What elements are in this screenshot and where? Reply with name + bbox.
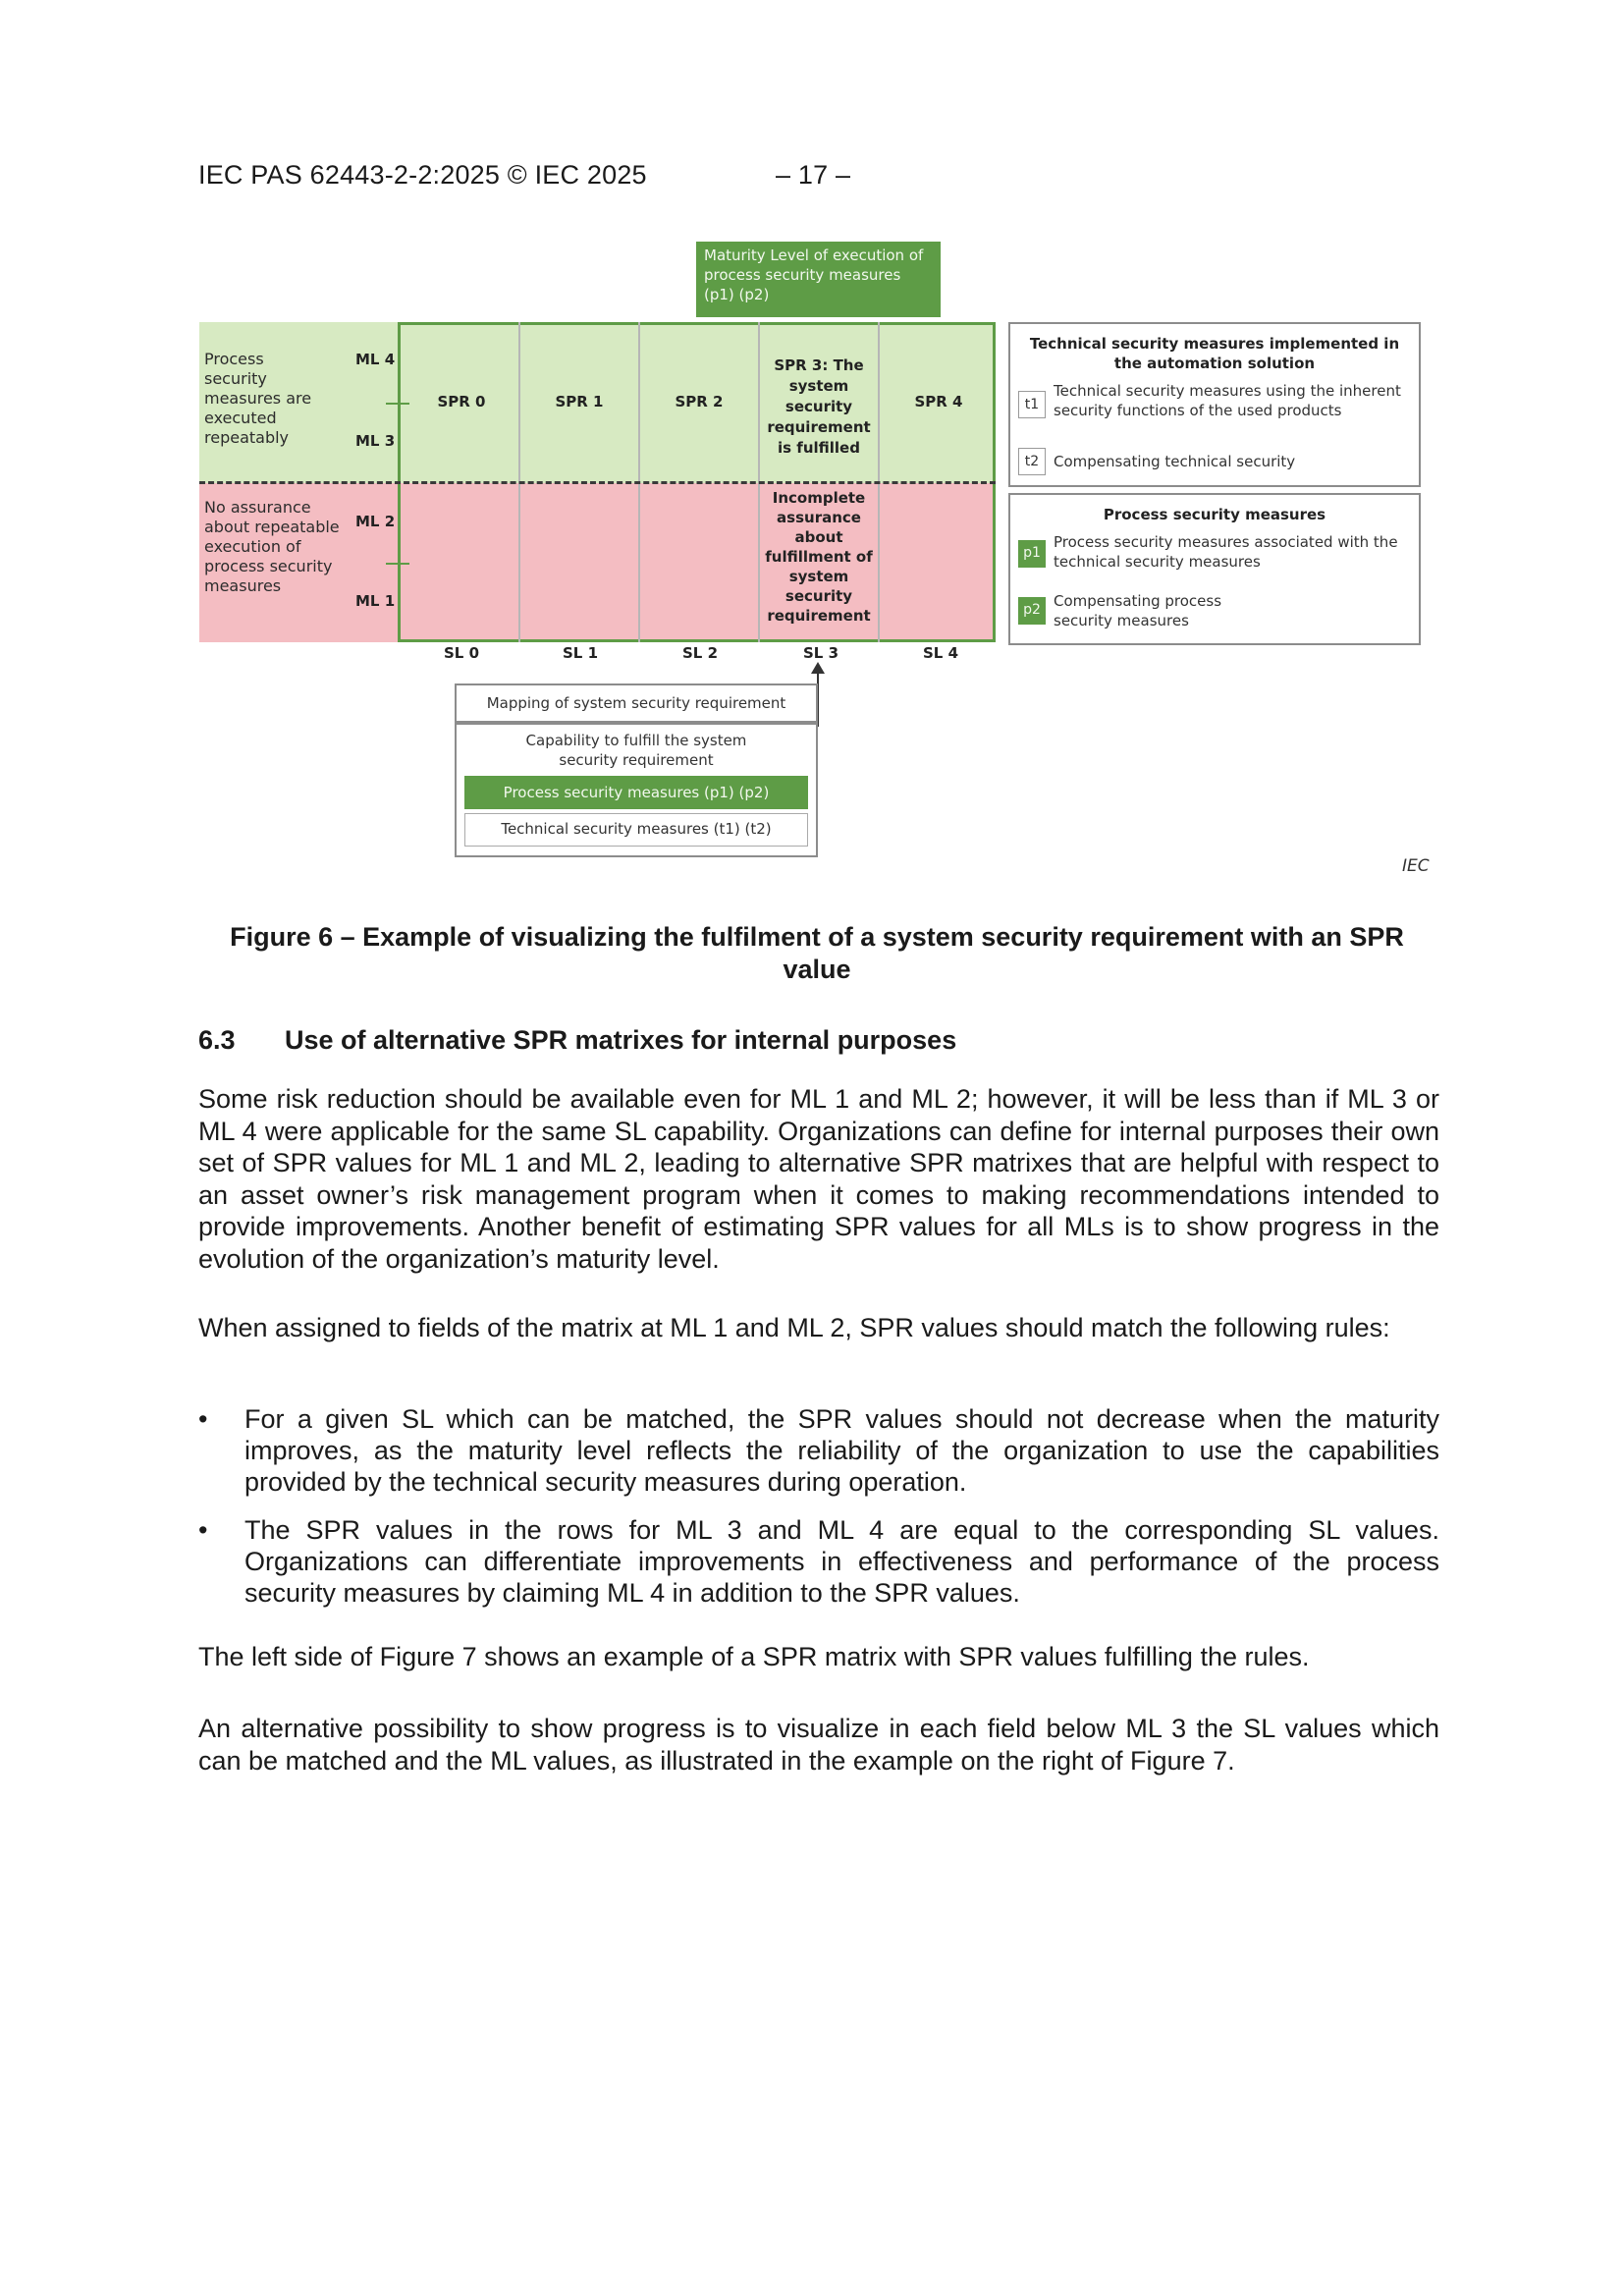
spr3-label: SPR 3: The system security requirement is fulfilled <box>767 356 871 457</box>
capability-process-bar: Process security measures (p1) (p2) <box>464 776 808 809</box>
p1-text: Process security measures associated with the technical security measures <box>1054 533 1398 571</box>
bullet-text: For a given SL which can be matched, the SPR values should not decrease when the maturity improves, as the maturity level reflects the reliability of the organization to use the capabilities provided by the technical security measures during operation. <box>244 1404 1439 1497</box>
bullet-text: The SPR values in the rows for ML 3 and ML 4 are equal to the corresponding SL values. Organizations can differentiate improvements in effectiveness and performance of the process security measures by claiming ML 4 in addition to the SPR values. <box>244 1515 1439 1608</box>
paragraph: The left side of Figure 7 shows an example of a SPR matrix with SPR values fulfilling the rules. <box>198 1642 1310 1671</box>
section-heading <box>198 1025 956 1056</box>
section-number: 6.3 <box>198 1025 236 1055</box>
spr4-label: SPR 4 <box>914 393 963 410</box>
capability-text: Capability to fulfill the system security requirement <box>525 732 747 769</box>
ml4-label: ML 4 <box>355 351 396 368</box>
incomplete-assurance-label: Incomplete assurance about fulfillment of system security requirement <box>765 489 873 625</box>
spr0-label: SPR 0 <box>437 393 486 410</box>
spr1-label: SPR 1 <box>555 393 604 410</box>
document-id: IEC PAS 62443-2-2:2025 © IEC 2025 <box>198 160 647 190</box>
paragraph: When assigned to fields of the matrix at ML 1 and ML 2, SPR values should match the following rules: <box>198 1313 1390 1342</box>
p2-text: Compensating process security measures <box>1054 592 1222 629</box>
bullet-item <box>198 1403 1439 1502</box>
maturity-level-box: Maturity Level of execution of process security measures (p1) (p2) <box>696 242 941 317</box>
spr2-label: SPR 2 <box>675 393 724 410</box>
sl2-label: SL 2 <box>682 644 719 662</box>
ml3-label: ML 3 <box>355 432 396 450</box>
sl1-label: SL 1 <box>563 644 599 662</box>
legend-technical-title: Technical security measures implemented in the automation solution <box>1029 335 1400 372</box>
iec-mark: IEC <box>1402 856 1430 876</box>
capability-technical-bar: Technical security measures (t1) (t2) <box>464 813 808 847</box>
paragraph: An alternative possibility to show progress is to visualize in each field below ML 3 the SL values which can be matched and the ML values, as illustrated in the example on the right of Figure 7. <box>198 1714 1439 1776</box>
page-number: – 17 – <box>776 160 851 190</box>
legend-technical <box>1008 322 1421 487</box>
figure-caption: Figure 6 – Example of visualizing the fulfilment of a system security requirement with an SPR value <box>230 922 1404 984</box>
bullet-item <box>198 1514 1439 1613</box>
mapping-box: Mapping of system security requirement <box>455 683 818 723</box>
figure-6 <box>0 0 1623 884</box>
sl3-label: SL 3 <box>803 644 839 662</box>
t2-text: Compensating technical security <box>1054 453 1296 470</box>
left-upper-label: Process security measures are executed repeatably <box>204 350 312 447</box>
t1-text: Technical security measures using the inherent security functions of the used products <box>1054 382 1401 419</box>
p1-key: p1 <box>1018 540 1046 568</box>
ml2-label: ML 2 <box>355 513 396 530</box>
legend-process <box>1008 493 1421 645</box>
arrow-up-icon <box>811 662 825 674</box>
legend-process-title: Process security measures <box>1103 506 1326 523</box>
p2-key: p2 <box>1018 597 1046 625</box>
t1-key: t1 <box>1018 391 1046 418</box>
sl0-label: SL 0 <box>444 644 480 662</box>
t2-key: t2 <box>1018 448 1046 475</box>
bullet-icon: • <box>198 1404 208 1434</box>
ml-divider-dashed <box>199 481 996 484</box>
left-lower-label: No assurance about repeatable execution of process security measures <box>204 498 340 595</box>
ml1-label: ML 1 <box>355 592 396 610</box>
paragraph: Some risk reduction should be available even for ML 1 and ML 2; however, it will be less than if ML 3 or ML 4 were applicable for the same SL capability. Organizations can define for internal purposes their own set of SPR values for ML 1 and ML 2, leading to alternative SPR matrixes that are helpful with respect to an asset owner’s risk management program when it comes to making recommendations intended to provide improvements. Another benefit of estimating SPR values for all MLs is to show progress in the evolution of the organization’s maturity level. <box>198 1084 1439 1274</box>
bullet-icon: • <box>198 1515 208 1545</box>
sl4-label: SL 4 <box>923 644 959 662</box>
section-title: Use of alternative SPR matrixes for internal purposes <box>285 1025 957 1055</box>
capability-box <box>455 723 818 857</box>
